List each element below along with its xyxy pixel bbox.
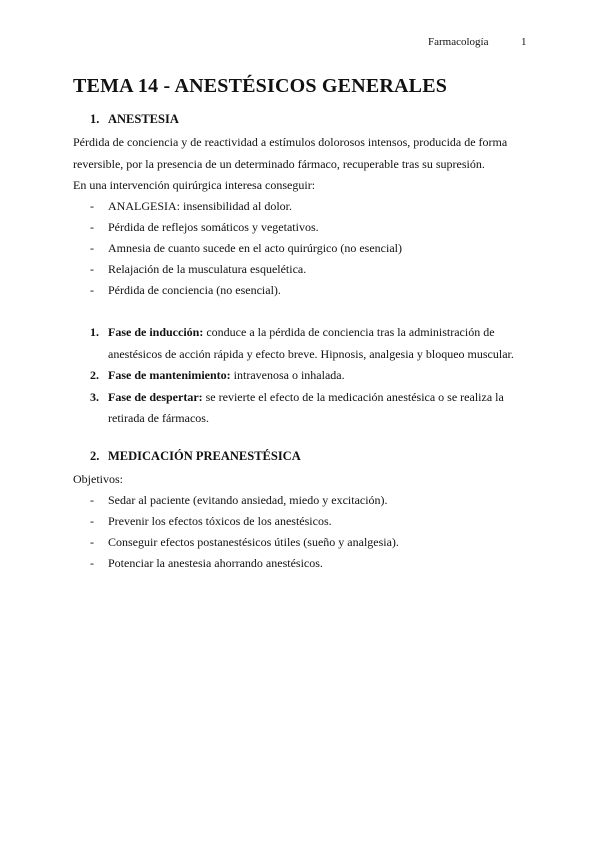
dash-marker: - bbox=[90, 513, 94, 528]
phase-number: 3. bbox=[90, 389, 99, 404]
list-item-text: Potenciar la anestesia ahorrando anestésicos. bbox=[108, 555, 323, 570]
dash-marker: - bbox=[90, 199, 94, 213]
phase-term: Fase de inducción: bbox=[108, 325, 204, 339]
list-item bbox=[73, 238, 528, 259]
list-item bbox=[73, 511, 528, 532]
list-item-text: ANALGESIA: insensibilidad al dolor. bbox=[108, 199, 292, 213]
dash-marker: - bbox=[90, 534, 94, 549]
list-item bbox=[73, 532, 528, 553]
list-item-text: Prevenir los efectos tóxicos de los anestésicos. bbox=[108, 513, 332, 528]
section-2-intro: Objetivos: bbox=[73, 471, 123, 486]
list-item-text: Sedar al paciente (evitando ansiedad, miedo y excitación). bbox=[108, 492, 388, 507]
page-header bbox=[0, 36, 600, 52]
list-item bbox=[73, 490, 528, 511]
page-number: 1 bbox=[521, 36, 527, 48]
list-item-text: Conseguir efectos postanestésicos útiles (sueño y analgesia). bbox=[108, 534, 399, 549]
document-title: TEMA 14 - ANESTÉSICOS GENERALES bbox=[73, 75, 448, 97]
dash-marker: - bbox=[90, 241, 94, 255]
list-item-text: Relajación de la musculatura esquelética. bbox=[108, 262, 307, 276]
section-2-heading bbox=[73, 448, 528, 464]
list-item bbox=[73, 280, 528, 301]
section-1-title: ANESTESIA bbox=[108, 112, 179, 126]
list-item bbox=[73, 196, 528, 217]
phase-item bbox=[73, 365, 528, 387]
section-1-intro: En una intervención quirúrgica interesa conseguir: bbox=[73, 178, 316, 192]
phase-item bbox=[73, 387, 528, 430]
phase-number: 1. bbox=[90, 325, 99, 339]
phases-list bbox=[73, 322, 528, 430]
phase-text: se revierte el efecto de la medicación anestésica o se realiza la retirada de fármacos. bbox=[108, 389, 504, 425]
dash-marker: - bbox=[90, 262, 94, 276]
section-2-list bbox=[73, 490, 528, 574]
list-item-text: Pérdida de reflejos somáticos y vegetativos. bbox=[108, 220, 319, 234]
section-2-number: 2. bbox=[90, 448, 100, 463]
phase-term: Fase de despertar: bbox=[108, 389, 203, 404]
list-item bbox=[73, 217, 528, 238]
phase-term: Fase de mantenimiento: bbox=[108, 368, 231, 382]
list-item bbox=[73, 259, 528, 280]
dash-marker: - bbox=[90, 220, 94, 234]
phase-text: conduce a la pérdida de conciencia tras la administración de anestésicos de acción rápida y efecto breve. Hipnosis, analgesia y bloqueo muscular. bbox=[108, 325, 514, 361]
header-subject: Farmacología bbox=[428, 36, 489, 48]
phase-item bbox=[73, 322, 528, 365]
list-item bbox=[73, 553, 528, 574]
section-1-definition: Pérdida de conciencia y de reactividad a estímulos dolorosos intensos, producida de forma reversible, por la presencia de un determinado fármaco, recuperable tras su supresión. bbox=[73, 135, 508, 171]
phase-text: intravenosa o inhalada. bbox=[230, 368, 345, 382]
dash-marker: - bbox=[90, 555, 94, 570]
list-item-text: Pérdida de conciencia (no esencial). bbox=[108, 283, 281, 297]
section-2-title: MEDICACIÓN PREANESTÉSICA bbox=[108, 448, 301, 463]
dash-marker: - bbox=[90, 283, 94, 297]
phase-number: 2. bbox=[90, 368, 99, 382]
section-1-heading bbox=[73, 111, 528, 127]
document-body bbox=[73, 74, 528, 574]
section-1-number: 1. bbox=[90, 112, 100, 126]
section-1-list bbox=[73, 196, 528, 301]
list-item-text: Amnesia de cuanto sucede en el acto quirúrgico (no esencial) bbox=[108, 241, 402, 255]
dash-marker: - bbox=[90, 492, 94, 507]
